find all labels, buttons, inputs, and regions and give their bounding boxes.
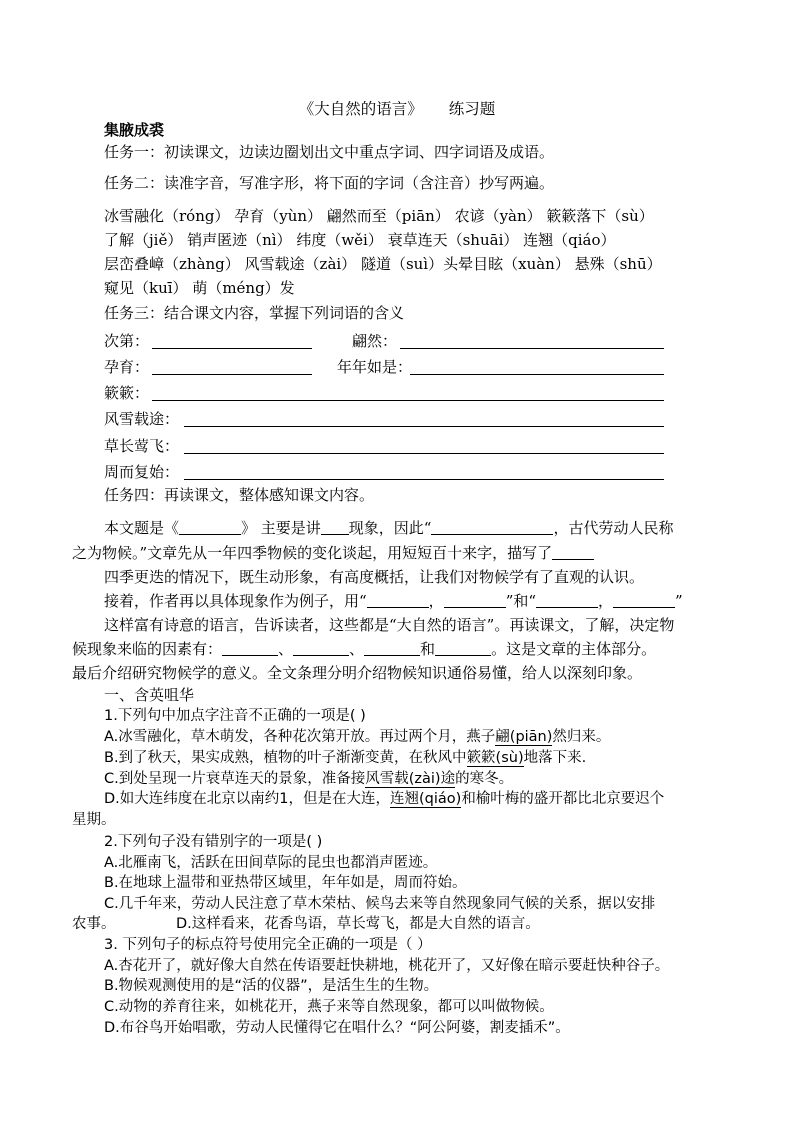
paragraph-line-6: 候现象来临的因素有： 、 、 和 。这是文章的主体部分。 xyxy=(72,640,657,658)
vocab-yunyu: 孕育： xyxy=(104,358,150,376)
question-1-option-d-cont: 星期。 xyxy=(72,812,116,828)
question-2-stem: 2.下列句子没有错别字的一项是( ) xyxy=(104,834,323,850)
question-2-option-c: C.几千年来，劳动人民注意了草木荣枯、候鸟去来等自然现象同气候的关系，据以安排 xyxy=(104,896,656,912)
vocab-pianran: 翩然： xyxy=(352,332,398,350)
question-1-option-c: C.到处呈现一片衰草连天的景象，准备接风雪载(zài)途的寒冬。 xyxy=(104,771,514,787)
blank-factor-2[interactable] xyxy=(293,641,349,656)
section-heading-2: 一、含英咀华 xyxy=(104,686,195,704)
word-line-1: 冰雪融化（róng） 孕育（yùn） 翩然而至（piān） 农谚（yàn） 簌簌落下（sù） xyxy=(104,207,654,225)
worksheet-title xyxy=(0,97,794,119)
task-2: 任务二：读准字音，写准字形，将下面的字词（含注音）抄写两遍。 xyxy=(104,174,555,192)
question-2-option-b: B.在地球上温带和亚热带区域里，年年如是，周而符始。 xyxy=(104,875,467,891)
blank-example-4[interactable] xyxy=(613,593,675,608)
vocab-susu: 簌簌： xyxy=(104,384,150,402)
answer-line-yunyu[interactable] xyxy=(152,374,312,375)
task-3: 任务三：结合课文内容，掌握下列词语的含义 xyxy=(104,304,405,322)
question-1-option-a: A.冰雪融化，草木萌发，各种花次第开放。再过两个月，燕子翩(piān)然归来。 xyxy=(104,729,611,745)
question-1-option-d: D.如大连纬度在北京以南约1，但是在大连，连翘(qiáo)和榆叶梅的盛开都比北京要迟个 xyxy=(104,791,665,807)
blank-example-3[interactable] xyxy=(536,593,598,608)
question-3-stem: 3. 下列句子的标点符号使用完全正确的一项是（ ） xyxy=(104,937,432,953)
answer-line-susu[interactable] xyxy=(152,400,664,401)
blank-phenomenon[interactable] xyxy=(321,520,349,535)
vocab-caozhangyingfei: 草长莺飞： xyxy=(104,437,180,455)
question-3-option-a: A.杏花开了，就好像大自然在传语要赶快耕地，桃花开了，又好像在暗示要赶快种谷子。 xyxy=(104,958,670,974)
task-4: 任务四：再读课文，整体感知课文内容。 xyxy=(104,486,375,504)
word-line-2: 了解（jiě） 销声匿迹（nì） 纬度（wěi） 衰草连天（shuāi） 连翘（qiáo） xyxy=(104,231,616,249)
word-line-3: 层峦叠嶂（zhàng） 风雪载途（zài） 隧道（suì）头晕目眩（xuàn） 悬殊（shū） xyxy=(104,255,662,273)
answer-line-niannianrushi[interactable] xyxy=(410,374,664,375)
answer-line-fengxuezaitu[interactable] xyxy=(184,426,664,427)
vocab-fengxuezaitu: 风雪载途： xyxy=(104,410,180,428)
blank-factor-4[interactable] xyxy=(435,641,491,656)
paragraph-line-4: 接着，作者再以具体现象作为例子，用“ ， ”和“ ， ” xyxy=(104,592,683,610)
blank-quote[interactable] xyxy=(431,520,553,535)
blank-example-2[interactable] xyxy=(444,593,506,608)
title-sub: 练习题 xyxy=(448,100,496,118)
blank-described[interactable] xyxy=(552,545,594,560)
question-3-option-c: C.动物的养育往来，如桃花开，燕子来等自然现象，都可以叫做物候。 xyxy=(104,999,554,1015)
word-line-4: 窥见（kuī） 萌（méng）发 xyxy=(104,279,295,297)
question-3-option-d: D.布谷鸟开始唱歌，劳动人民懂得它在唱什么？“阿公阿婆，割麦插禾”。 xyxy=(104,1020,570,1036)
question-2-option-c-cont: 农事。 xyxy=(72,916,116,932)
question-1-option-b: B.到了秋天，果实成熟，植物的叶子渐渐变黄，在秋风中簌簌(sù)地落下来. xyxy=(104,750,587,766)
paragraph-line-1: 本文题是《 》 主要是讲 现象，因此“ ，古代劳动人民称 xyxy=(104,519,674,537)
question-1-stem: 1.下列句中加点字注音不正确的一项是( ) xyxy=(104,708,366,724)
question-3-option-b: B.物候观测使用的是“活的仪器”，是活生生的生物。 xyxy=(104,978,439,994)
paragraph-line-2: 之为物候。”文章先从一年四季物候的变化谈起，用短短百十来字，描写了 xyxy=(72,543,594,563)
vocab-niannianrushi: 年年如是： xyxy=(337,358,413,376)
answer-line-caozhangyingfei[interactable] xyxy=(184,453,664,454)
question-2-option-d: D.这样看来，花香鸟语，草长莺飞，都是大自然的语言。 xyxy=(176,916,540,932)
blank-factor-1[interactable] xyxy=(222,641,278,656)
section-heading-1: 集腋成裘 xyxy=(104,121,165,139)
paragraph-line-7: 最后介绍研究物候学的意义。全文条理分明介绍物候知识通俗易懂，给人以深刻印象。 xyxy=(72,664,643,682)
answer-line-pianran[interactable] xyxy=(400,348,664,349)
paragraph-line-3: 四季更迭的情况下，既生动形象，有高度概括，让我们对物候学有了直观的认识。 xyxy=(104,568,645,586)
answer-line-cidi[interactable] xyxy=(152,348,312,349)
blank-factor-3[interactable] xyxy=(364,641,420,656)
vocab-zhouerfushi: 周而复始： xyxy=(104,463,180,481)
vocab-cidi: 次第： xyxy=(104,332,150,350)
question-2-option-a: A.北雁南飞，活跃在田间草际的昆虫也都消声匿迹。 xyxy=(104,855,438,871)
task-1: 任务一：初读课文，边读边圈划出文中重点字词、四字词语及成语。 xyxy=(104,143,555,161)
title-main: 《大自然的语言》 xyxy=(298,100,423,118)
blank-title[interactable] xyxy=(179,520,241,535)
paragraph-line-5: 这样富有诗意的语言，告诉读者，这些都是“大自然的语言”。再读课文，了解，决定物 xyxy=(104,616,675,634)
answer-line-zhouerfushi[interactable] xyxy=(184,479,664,480)
blank-example-1[interactable] xyxy=(367,593,429,608)
